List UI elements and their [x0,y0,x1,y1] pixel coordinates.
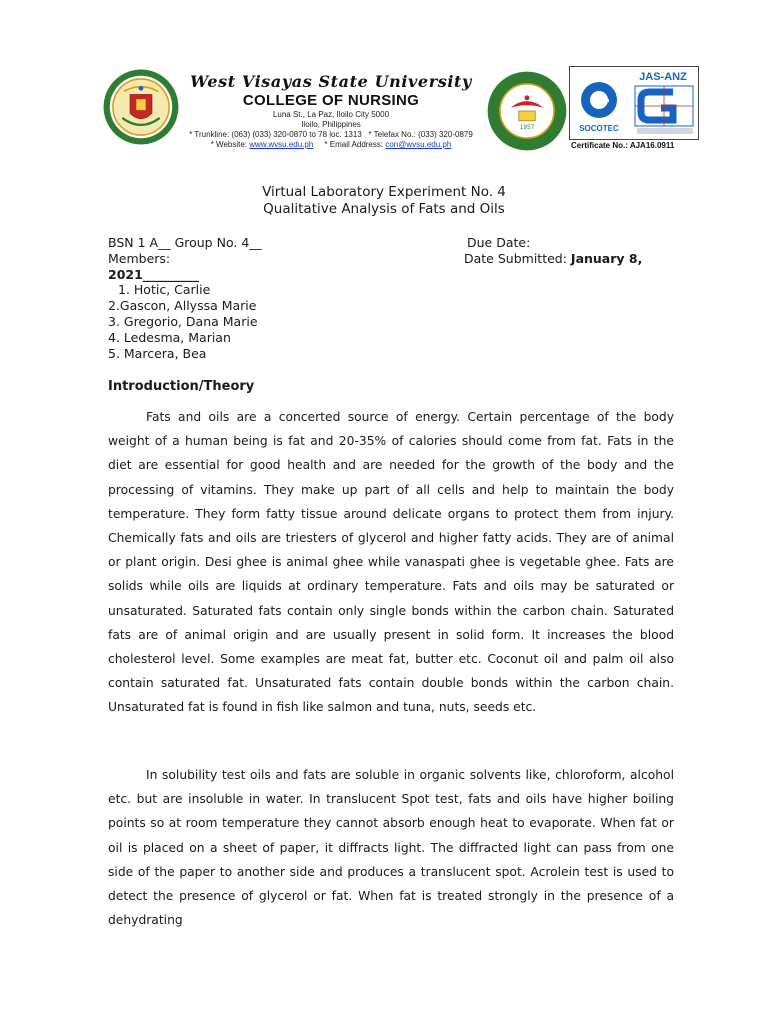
address-line1: Luna St., La Paz, Iloilo City 5000 [272,110,390,119]
due-date-label: Due Date: [467,235,531,250]
experiment-title [0,184,768,218]
university-name: West Visayas State University [190,72,472,91]
members-label: Members: [108,251,171,266]
member-item: 1. Hotic, Carlie [118,282,211,297]
title-line1: Virtual Laboratory Experiment No. 4 [262,184,506,200]
title-line2: Qualitative Analysis of Fats and Oils [263,201,505,217]
section-group: BSN 1 A__ Group No. 4__ [108,235,262,250]
certificate-number: Certificate No.: AJA16.0911 [571,141,675,150]
certification-logos [569,66,699,140]
telefax: * Telefax No.: (033) 320-0879 [368,130,473,139]
letterhead-text [176,72,486,150]
date-submitted-label: Date Submitted: [464,251,567,266]
paragraph-1: Fats and oils are a concerted source of energy. Certain percentage of the body weight of a human being is fat and 20-35% of calories should come from fat. Fats in the diet are essential for good health and are needed for the growth of the body and the processing of vitamins. They make up part of all cells and help to maintain the body temperature. They form fatty tissue around delicate organs to protect them from injury. Chemically fats and oils are triesters of glycerol and higher fatty acids. They are of animal or plant origin. Desi ghee is animal ghee while vanaspati ghee is vegetable ghee. Fats are solids while oils are liquids at ordinary temperature. Fats and oils may be saturated or unsaturated. Saturated fats contain only single bonds within the carbon chain. Saturated fats are of animal origin and are usually present in solid form. It increases the blood cholesterol level. Some examples are meat fat, butter etc. Coconut oil and palm oil also contain saturated fat. Unsaturated fats contain double bonds within the carbon chain. Unsaturated fat is found in fish like salmon and tuna, nuts, seeds etc. [108,410,674,715]
jas-anz-text: JAS-ANZ [639,71,687,83]
date-submitted [464,251,642,267]
phone-line [176,130,486,140]
email-label: * Email Address: [324,140,384,149]
members-list [108,282,258,362]
submitted-year: 2021_________ [108,267,200,282]
seal-year: 1957 [519,125,535,132]
web-line [176,140,486,150]
trunkline: * Trunkline: (063) (033) 320-0870 to 78 loc. 1313 [189,130,362,139]
website-label: * Website: [210,140,248,149]
website-link[interactable]: www.wvsu.edu.ph [249,140,314,149]
socotec-text: SOCOTEC [579,124,619,133]
member-item: 3. Gregorio, Dana Marie [108,314,258,329]
college-name: COLLEGE OF NURSING [242,92,420,109]
email-link[interactable]: con@wvsu.edu.ph [385,140,452,149]
college-of-nursing-seal-logo [486,70,568,152]
university-seal-logo [102,68,180,146]
date-submitted-value: January 8, [570,251,643,266]
member-item: 2.Gascon, Allyssa Marie [108,298,257,313]
paragraph-2: In solubility test oils and fats are soluble in organic solvents like, chloroform, alcohol etc. but are insoluble in water. In translucent Spot test, fats and oils have higher boiling points so at room temperature they cannot absorb enough heat to evaporate. When fat or oil is placed on a sheet of paper, it diffracts light. The diffracted light can pass from one side of the paper to another side and produces a translucent spot. Acrolein test is used to detect the presence of glycerol or fat. When fat is treated strongly in the presence of a dehydrating [108,768,674,928]
section-heading: Introduction/Theory [108,379,255,394]
member-item: 4. Ledesma, Marian [108,330,231,345]
address-line2: Iloilo, Philippines [301,120,361,129]
member-item: 5. Marcera, Bea [108,346,207,361]
